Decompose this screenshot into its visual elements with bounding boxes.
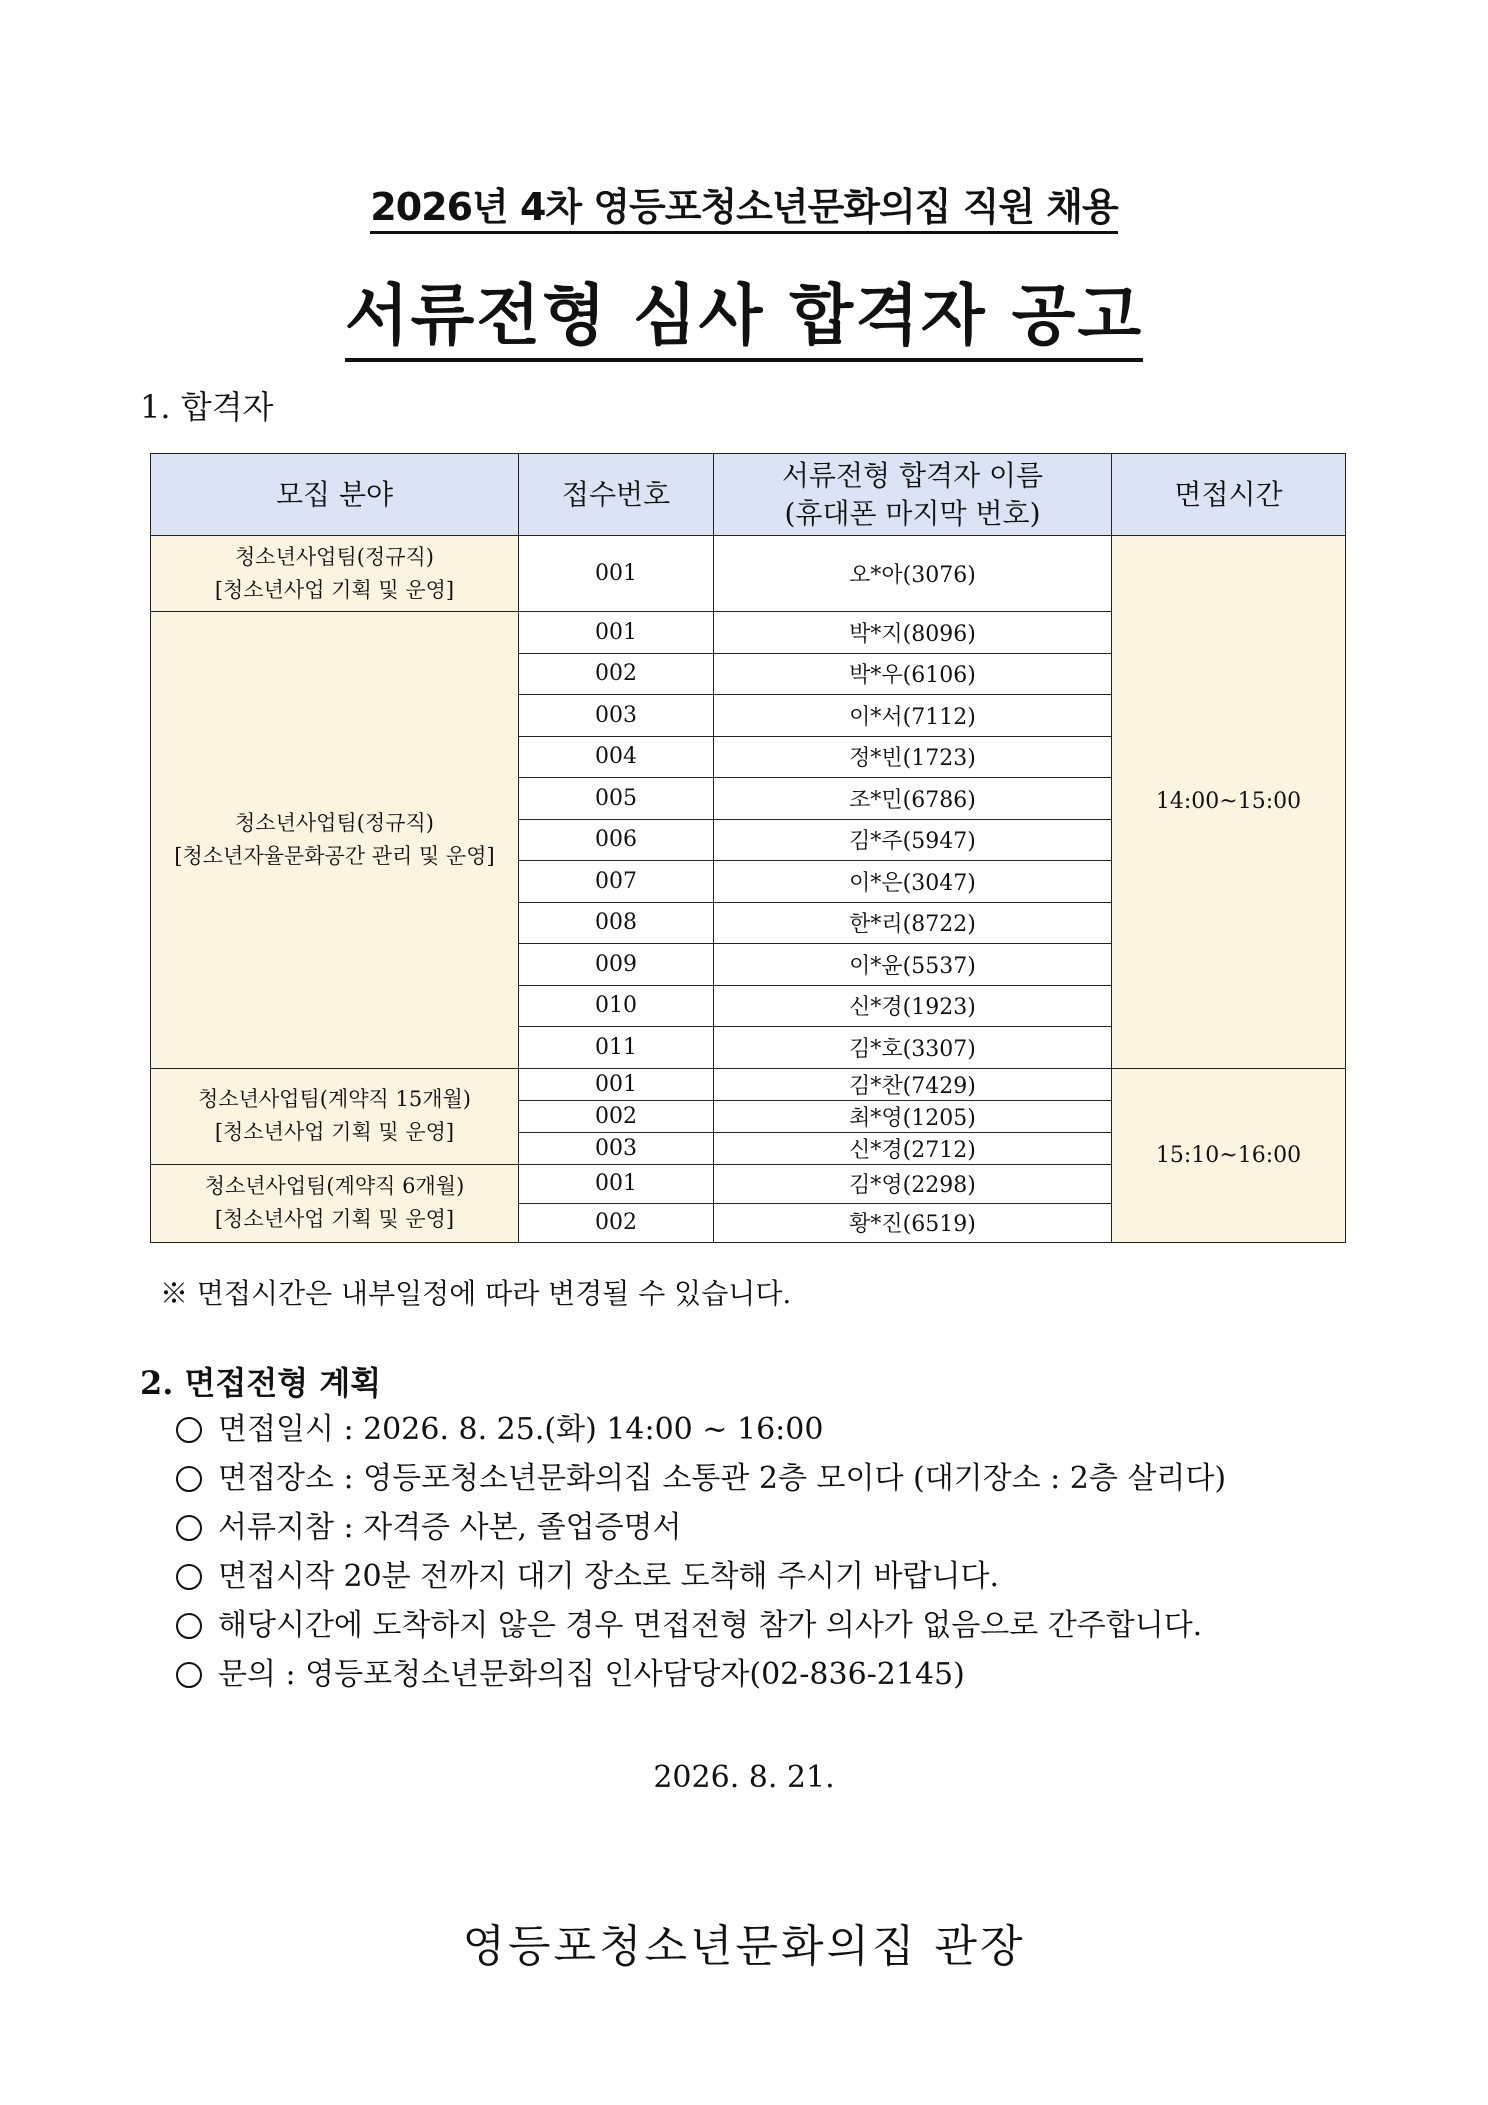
receipt-no-cell: 001 bbox=[519, 1068, 714, 1100]
receipt-no-cell: 011 bbox=[519, 1027, 714, 1069]
name-cell: 박*우(6106) bbox=[714, 653, 1112, 695]
list-item: 문의 : 영등포청소년문화의집 인사담당자(02-836-2145) bbox=[176, 1650, 1226, 1699]
name-cell: 박*지(8096) bbox=[714, 612, 1112, 654]
section2-heading: 2. 면접전형 계획 bbox=[140, 1364, 382, 1402]
section1-heading: 1. 합격자 bbox=[140, 388, 274, 426]
name-cell: 황*진(6519) bbox=[714, 1203, 1112, 1242]
list-item: 서류지참 : 자격증 사본, 졸업증명서 bbox=[176, 1503, 1226, 1552]
header-receipt-no: 접수번호 bbox=[519, 454, 714, 536]
circle-bullet-icon bbox=[176, 1564, 202, 1590]
name-cell: 김*주(5947) bbox=[714, 819, 1112, 861]
receipt-no-cell: 003 bbox=[519, 1132, 714, 1164]
list-item: 면접일시 : 2026. 8. 25.(화) 14:00 ~ 16:00 bbox=[176, 1405, 1226, 1454]
name-cell: 오*아(3076) bbox=[714, 536, 1112, 612]
receipt-no-cell: 003 bbox=[519, 695, 714, 737]
receipt-no-cell: 005 bbox=[519, 778, 714, 820]
interview-plan-list bbox=[176, 1405, 1226, 1699]
receipt-no-cell: 002 bbox=[519, 1203, 714, 1242]
name-cell: 이*서(7112) bbox=[714, 695, 1112, 737]
name-cell: 신*경(2712) bbox=[714, 1132, 1112, 1164]
header-name: 서류전형 합격자 이름 (휴대폰 마지막 번호) bbox=[714, 454, 1112, 536]
table-header-row bbox=[151, 454, 1346, 536]
name-cell: 김*찬(7429) bbox=[714, 1068, 1112, 1100]
receipt-no-cell: 001 bbox=[519, 536, 714, 612]
receipt-no-cell: 001 bbox=[519, 612, 714, 654]
list-item: 면접장소 : 영등포청소년문화의집 소통관 2층 모이다 (대기장소 : 2층 살리다) bbox=[176, 1454, 1226, 1503]
name-cell: 최*영(1205) bbox=[714, 1100, 1112, 1132]
name-cell: 한*리(8722) bbox=[714, 902, 1112, 944]
receipt-no-cell: 010 bbox=[519, 985, 714, 1027]
announcement-date: 2026. 8. 21. bbox=[653, 1760, 835, 1795]
name-cell: 정*빈(1723) bbox=[714, 736, 1112, 778]
notice-subtitle: 2026년 4차 영등포청소년문화의집 직원 채용 bbox=[0, 176, 1488, 231]
circle-bullet-icon bbox=[176, 1417, 202, 1443]
field-cell: 청소년사업팀(계약직 15개월) [청소년사업 기획 및 운영] bbox=[151, 1068, 519, 1164]
list-item: 면접시작 20분 전까지 대기 장소로 도착해 주시기 바랍니다. bbox=[176, 1552, 1226, 1601]
receipt-no-cell: 002 bbox=[519, 653, 714, 695]
table-row bbox=[151, 536, 1346, 612]
receipt-no-cell: 008 bbox=[519, 902, 714, 944]
time-cell: 15:10~16:00 bbox=[1112, 1068, 1346, 1242]
name-cell: 신*경(1923) bbox=[714, 985, 1112, 1027]
circle-bullet-icon bbox=[176, 1613, 202, 1639]
circle-bullet-icon bbox=[176, 1515, 202, 1541]
receipt-no-cell: 007 bbox=[519, 861, 714, 903]
receipt-no-cell: 001 bbox=[519, 1164, 714, 1203]
circle-bullet-icon bbox=[176, 1662, 202, 1688]
notice-title: 서류전형 심사 합격자 공고 bbox=[0, 262, 1488, 357]
time-cell: 14:00~15:00 bbox=[1112, 536, 1346, 1069]
name-cell: 조*민(6786) bbox=[714, 778, 1112, 820]
header-field: 모집 분야 bbox=[151, 454, 519, 536]
header-interview-time: 면접시간 bbox=[1112, 454, 1346, 536]
receipt-no-cell: 002 bbox=[519, 1100, 714, 1132]
receipt-no-cell: 009 bbox=[519, 944, 714, 986]
results-table bbox=[150, 453, 1346, 1243]
name-cell: 이*윤(5537) bbox=[714, 944, 1112, 986]
circle-bullet-icon bbox=[176, 1466, 202, 1492]
interview-time-note: ※ 면접시간은 내부일정에 따라 변경될 수 있습니다. bbox=[160, 1277, 792, 1310]
table-row bbox=[151, 1068, 1346, 1100]
receipt-no-cell: 006 bbox=[519, 819, 714, 861]
list-item: 해당시간에 도착하지 않은 경우 면접전형 참가 의사가 없음으로 간주합니다. bbox=[176, 1601, 1226, 1650]
name-cell: 김*호(3307) bbox=[714, 1027, 1112, 1069]
name-cell: 김*영(2298) bbox=[714, 1164, 1112, 1203]
field-cell: 청소년사업팀(정규직) [청소년자율문화공간 관리 및 운영] bbox=[151, 612, 519, 1069]
field-cell: 청소년사업팀(계약직 6개월) [청소년사업 기획 및 운영] bbox=[151, 1164, 519, 1242]
name-cell: 이*은(3047) bbox=[714, 861, 1112, 903]
receipt-no-cell: 004 bbox=[519, 736, 714, 778]
field-cell: 청소년사업팀(정규직) [청소년사업 기획 및 운영] bbox=[151, 536, 519, 612]
signature: 영등포청소년문화의집 관장 bbox=[462, 1921, 1026, 1972]
